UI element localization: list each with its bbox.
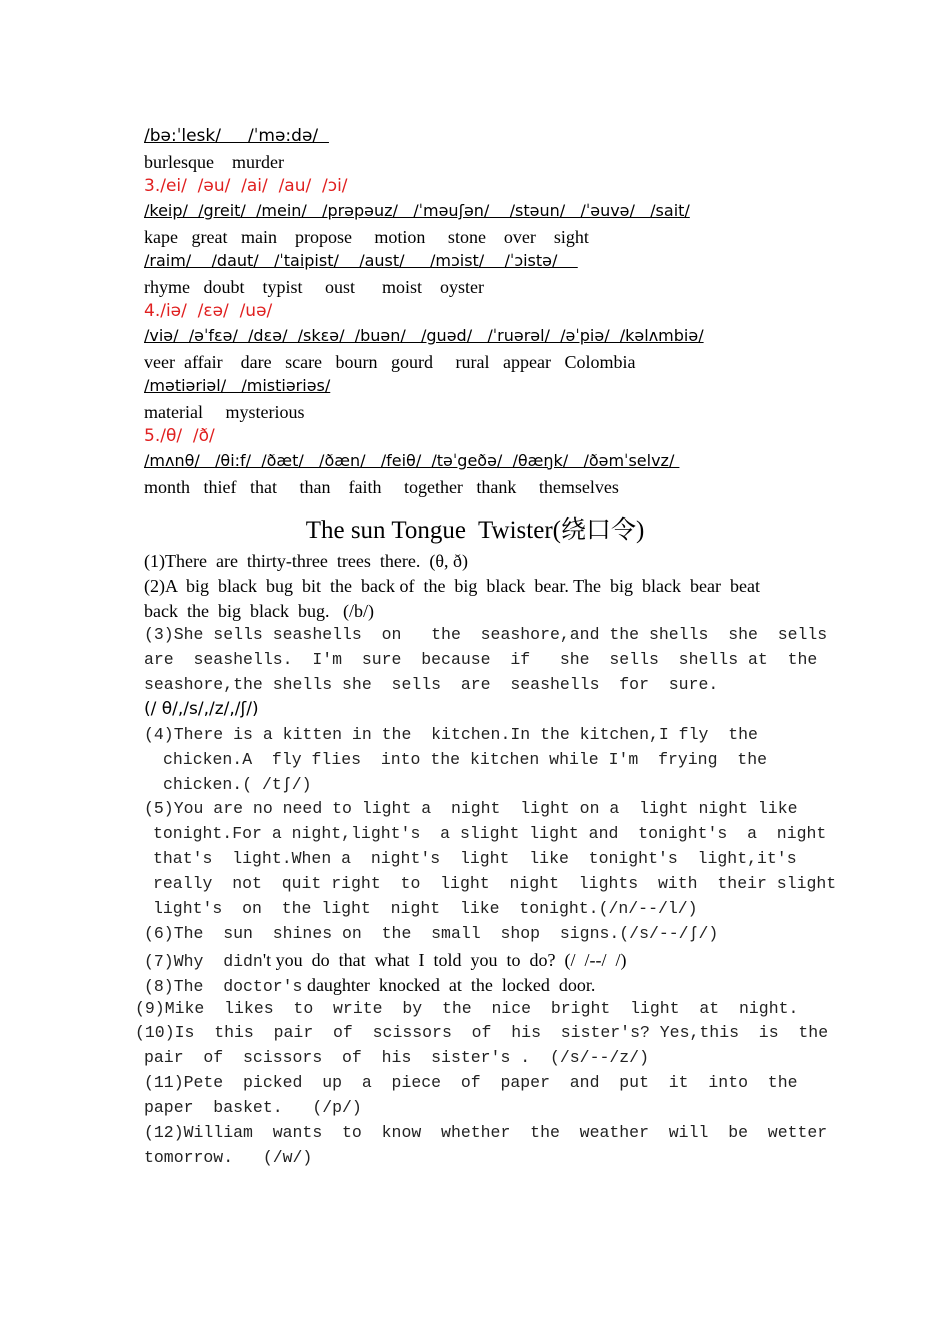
ipa-line-raim: /raim/ /daut/ /ˈtaipist/ /aust/ /mɔist/ /ˈɔistə/ xyxy=(144,251,578,270)
twister-4-line-3: chicken.( /tʃ/) xyxy=(163,775,312,794)
word-line-kape: kape great main propose motion stone over sight xyxy=(144,227,589,247)
twister-5-line-3: that's light.When a night's light like tonight's light,it's xyxy=(153,849,797,868)
twister-12-line-2: tomorrow. (/w/) xyxy=(144,1148,313,1167)
twister-5-line-1: (5)You are no need to light a night light on a light night like xyxy=(144,799,798,818)
section-heading-4: 4./iə/ /ɛə/ /uə/ xyxy=(144,301,273,321)
word-line-burlesque: burlesque murder xyxy=(144,152,284,172)
ipa-line-burlesque: /bə:ˈlesk/ /ˈmə:də/ xyxy=(144,126,329,146)
twister-10-line-2: pair of scissors of his sister's . (/s/--/z/) xyxy=(144,1048,649,1067)
twister-3-line-1: (3)She sells seashells on the seashore,and the shells she sells xyxy=(144,625,828,644)
twister-6: (6)The sun shines on the small shop signs.(/s/--/ʃ/) xyxy=(144,924,719,943)
ipa-line-kape: /keip/ /greit/ /mein/ /prəpəuz/ /ˈməuʃən/ /stəun/ /ˈəuvə/ /sait/ xyxy=(144,201,690,220)
section-heading-3: 3./ei/ /əu/ /ai/ /au/ /ɔi/ xyxy=(144,176,348,196)
twister-1: (1)There are thirty-three trees there. (θ, ð) xyxy=(144,551,468,571)
twister-5-line-5: light's on the light night like tonight.(/n/--/l/) xyxy=(153,899,698,918)
ipa-line-veer: /viə/ /əˈfɛə/ /dɛə/ /skɛə/ /buən/ /guəd/ /ˈruərəl/ /əˈpiə/ /kəlʌmbiə/ xyxy=(144,326,704,345)
ipa-line-material: /mətiəriəl/ /mistiəriəs/ xyxy=(144,376,331,395)
twister-2-line-2: back the big black bug. (/b/) xyxy=(144,601,374,621)
twister-11-line-1: (11)Pete picked up a piece of paper and put it into the xyxy=(144,1073,798,1092)
word-line-rhyme: rhyme doubt typist oust moist oyster xyxy=(144,277,484,297)
twister-7 xyxy=(144,951,627,971)
twister-5-line-4: really not quit right to light night lights with their slight xyxy=(153,874,837,893)
twister-3-sounds: (/ θ/,/s/,/z/,/ʃ/) xyxy=(144,699,259,719)
twister-5-line-2: tonight.For a night,light's a slight light and tonight's a night xyxy=(153,824,827,843)
twister-10-line-1: (10)Is this pair of scissors of his sister's? Yes,this is the xyxy=(135,1023,829,1042)
twister-12-line-1: (12)William wants to know whether the weather will be wetter xyxy=(144,1123,828,1142)
twister-title: The sun Tongue Twister(绕口令) xyxy=(305,517,645,544)
ipa-line-month: /mʌnθ/ /θi:f/ /ðæt/ /ðæn/ /feiθ/ /təˈgeðə/ /θæŋk/ /ðəmˈselvz/ xyxy=(144,451,680,470)
twister-8 xyxy=(144,976,595,996)
twister-7-rest: 't you do that what I told you to do? (/ /--/ /) xyxy=(262,950,627,970)
twister-3-line-3: seashore,the shells she sells are seashells for sure. xyxy=(144,675,719,694)
word-line-material: material mysterious xyxy=(144,402,305,422)
twister-2-line-1: (2)A big black bug bit the back of the big black bear. The big black bear beat xyxy=(144,576,760,596)
twister-11-line-2: paper basket. (/p/) xyxy=(144,1098,362,1117)
twister-9: (9)Mike likes to write by the nice bright light at night. xyxy=(135,999,799,1018)
twister-4-line-1: (4)There is a kitten in the kitchen.In the kitchen,I fly the xyxy=(144,725,758,744)
twister-8-rest: daughter knocked at the locked door. xyxy=(302,975,596,995)
twister-4-line-2: chicken.A fly flies into the kitchen while I'm frying the xyxy=(163,750,767,769)
twister-7-start: (7)Why didn xyxy=(144,952,263,971)
twister-8-start: (8)The doctor's xyxy=(144,977,303,996)
word-line-month: month thief that than faith together thank themselves xyxy=(144,477,619,497)
word-line-veer: veer affair dare scare bourn gourd rural appear Colombia xyxy=(144,352,636,372)
section-heading-5: 5./θ/ /ð/ xyxy=(144,426,215,446)
twister-3-line-2: are seashells. I'm sure because if she sells shells at the xyxy=(144,650,818,669)
